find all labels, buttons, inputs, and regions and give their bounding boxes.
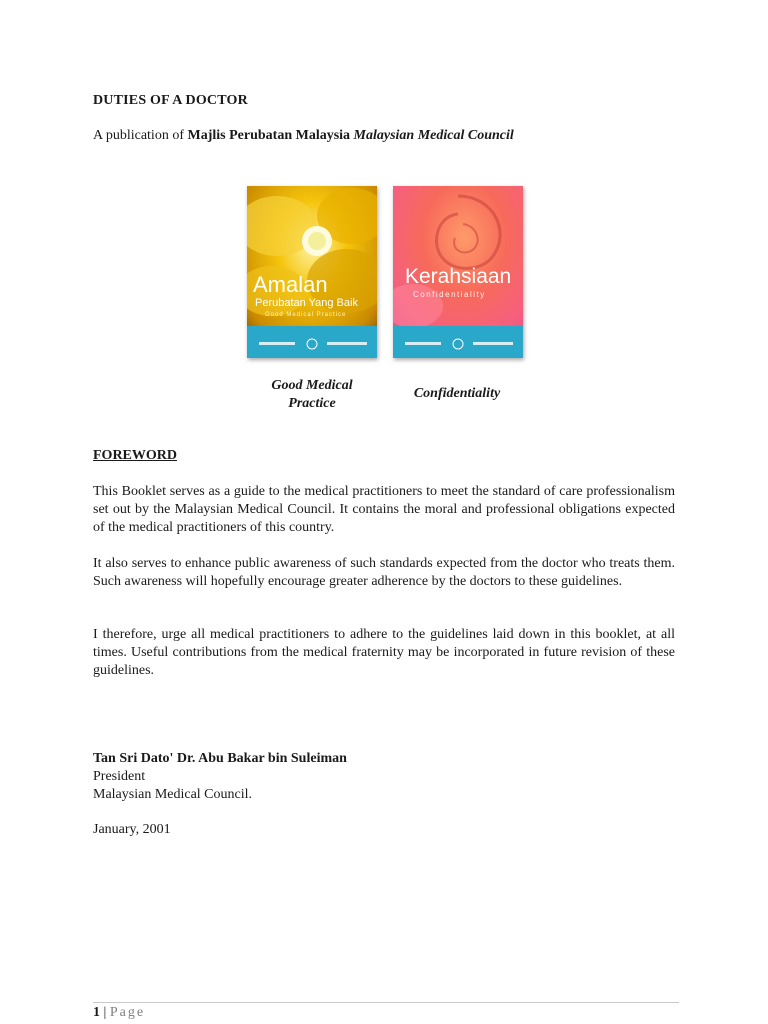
cover-good-medical-practice	[247, 186, 377, 358]
publisher-english: Malaysian Medical Council	[353, 128, 514, 143]
foreword-paragraph-1: This Booklet serves as a guide to the medical practitioners to meet the standard of care professionalism set out by the Malaysian Medical Council. It contains the moral and professional obligations expected of the medical practitioners of this country.	[93, 484, 675, 535]
cover-title-sub: Perubatan Yang Baik	[255, 297, 358, 309]
page-footer	[93, 1005, 145, 1021]
publication-line	[93, 128, 514, 144]
publisher-malay: Majlis Perubatan Malaysia	[187, 128, 351, 143]
publication-prefix: A publication of	[93, 128, 188, 143]
caption-good-medical-practice	[252, 377, 372, 413]
foreword-heading: FOREWORD	[93, 448, 177, 463]
caption-line-2: Practice	[288, 396, 336, 411]
signatory-organization: Malaysian Medical Council.	[93, 787, 253, 802]
signatory-position: President	[93, 769, 146, 784]
caption-confidentiality: Confidentiality	[413, 386, 501, 401]
document-title: DUTIES OF A DOCTOR	[93, 93, 248, 108]
page-label: Page	[109, 1005, 146, 1020]
cover-title-en: Good Medical Practice	[265, 312, 347, 318]
footer-separator: |	[100, 1005, 110, 1020]
cover-title-main: Kerahsiaan	[405, 265, 512, 288]
caption-line-1: Good Medical	[271, 378, 353, 393]
signatory-name: Tan Sri Dato' Dr. Abu Bakar bin Suleiman	[93, 751, 347, 766]
footer-divider	[93, 1002, 679, 1003]
foreword-date: January, 2001	[93, 822, 171, 837]
page-number: 1	[93, 1005, 100, 1020]
cover-title-en: Confidentiality	[413, 290, 486, 299]
foreword-paragraph-3: I therefore, urge all medical practitioners to adhere to the guidelines laid down in this booklet, at all times. Useful contributions from the medical fraternity may be incorporated in future revision of these guidelines.	[93, 627, 675, 678]
cover-confidentiality	[393, 186, 523, 358]
cover-title-main: Amalan	[253, 272, 328, 297]
foreword-paragraph-2: It also serves to enhance public awareness of such standards expected from the doctor who treats them. Such awareness will hopefully encourage greater adherence by the doctors to these guidelines.	[93, 556, 675, 589]
